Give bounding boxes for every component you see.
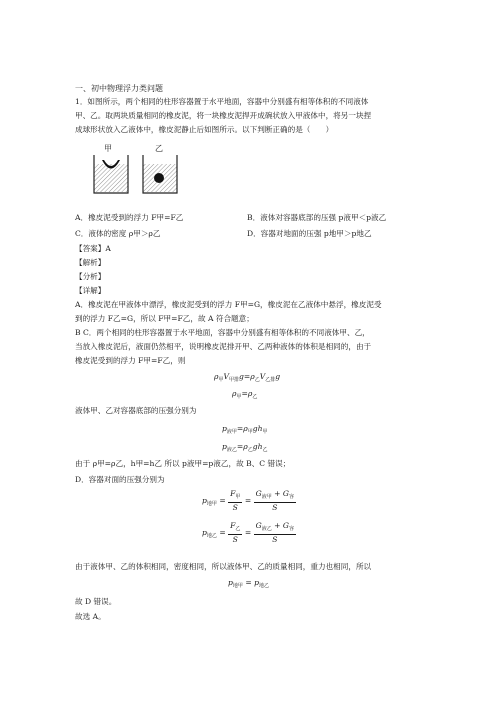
formula-ground-pressure-jia: $p_{地甲}$ = $\frac{F_甲}{S}$ = $\frac{G_{液甲} + G_容}{S}$ (202, 489, 295, 512)
jiexi-label: 【解析】 (75, 258, 106, 267)
option-d: D．容器对地面的压强 p地甲＞p地乙 (247, 229, 372, 238)
option-c: C．液体的密度 ρ甲＞ρ乙 (75, 229, 161, 238)
xiangjie-label: 【详解】 (75, 286, 106, 295)
fenxi-label: 【分析】 (75, 272, 106, 281)
pressure-intro: 液体甲、乙对容器底部的压强分别为 (75, 406, 197, 415)
containers-figure (92, 145, 182, 199)
explain-bc-line-1: B C．两个相同的柱形容器置于水平地面，容器中分别盛有相等体积的不同液体甲、乙， (75, 328, 370, 337)
since-line: 由于 ρ甲=ρ乙，h甲=h乙 所以 p液甲=p液乙，故 B、C 错误； (75, 459, 291, 468)
formula-ground-equal: $p_{地甲} = p_{地乙}$ (228, 578, 269, 589)
d-intro: D．容器对面的压强分别为 (75, 475, 165, 484)
explain-bc-line-2: 当放入橡皮泥后，液面仍然相平，说明橡皮泥排开甲、乙两种液体的体积是相同的，由于 (75, 342, 372, 351)
section-title: 一、初中物理浮力类问题 (75, 84, 163, 93)
explain-a-line-2: 到的浮力 F乙=G，所以 F甲=F乙，故 A 符合题意； (75, 314, 254, 323)
question-line-2: 甲、乙。取两块质量相同的橡皮泥，将一块橡皮泥捍开成碗状放入甲液体中，将另一块捏 (75, 111, 372, 120)
formula-buoyancy-equal: $\rho_甲V_{甲排}g=\rho_乙V_{乙排}g$ (214, 372, 281, 383)
formula-density-equal: $\rho_甲=\rho_乙$ (232, 389, 258, 400)
question-line-1: 1．如图所示，两个相同的柱形容器置于水平地面，容器中分别盛有相等体积的不同液体 (75, 97, 369, 106)
final-line-2: 故 D 错误。 (75, 597, 117, 606)
formula-pressure-jia: $p_{液甲}=\rho_甲gh_甲$ (222, 424, 268, 435)
label-yi: 乙 (155, 144, 163, 153)
explain-bc-line-3: 橡皮泥受到的浮力 F甲=F乙，则 (75, 356, 186, 365)
final-line-1: 由于液体甲、乙的体积相同，密度相同，所以液体甲、乙的质量相同，重力也相同，所以 (75, 562, 372, 571)
question-line-3: 成球形状放入乙液体中，橡皮泥静止后如图所示。以下判断正确的是（ ） (75, 125, 334, 134)
clay-ball (154, 173, 164, 183)
final-line-3: 故选 A。 (75, 612, 106, 621)
formula-ground-pressure-yi: $p_{地乙}$ = $\frac{F_乙}{S}$ = $\frac{G_{液乙} + G_容}{S}$ (202, 521, 295, 544)
option-a: A．橡皮泥受到的浮力 F甲=F乙 (75, 213, 184, 222)
explain-a-line-1: A．橡皮泥在甲液体中漂浮，橡皮泥受到的浮力 F甲=G，橡皮泥在乙液体中悬浮，橡皮泥受 (75, 300, 382, 309)
answer-label: 【答案】A (75, 244, 111, 253)
label-jia: 甲 (104, 144, 112, 153)
option-b: B．液体对容器底部的压强 p液甲＜p液乙 (247, 213, 387, 222)
formula-pressure-yi: $p_{液乙}=\rho_乙gh_乙$ (222, 442, 268, 453)
